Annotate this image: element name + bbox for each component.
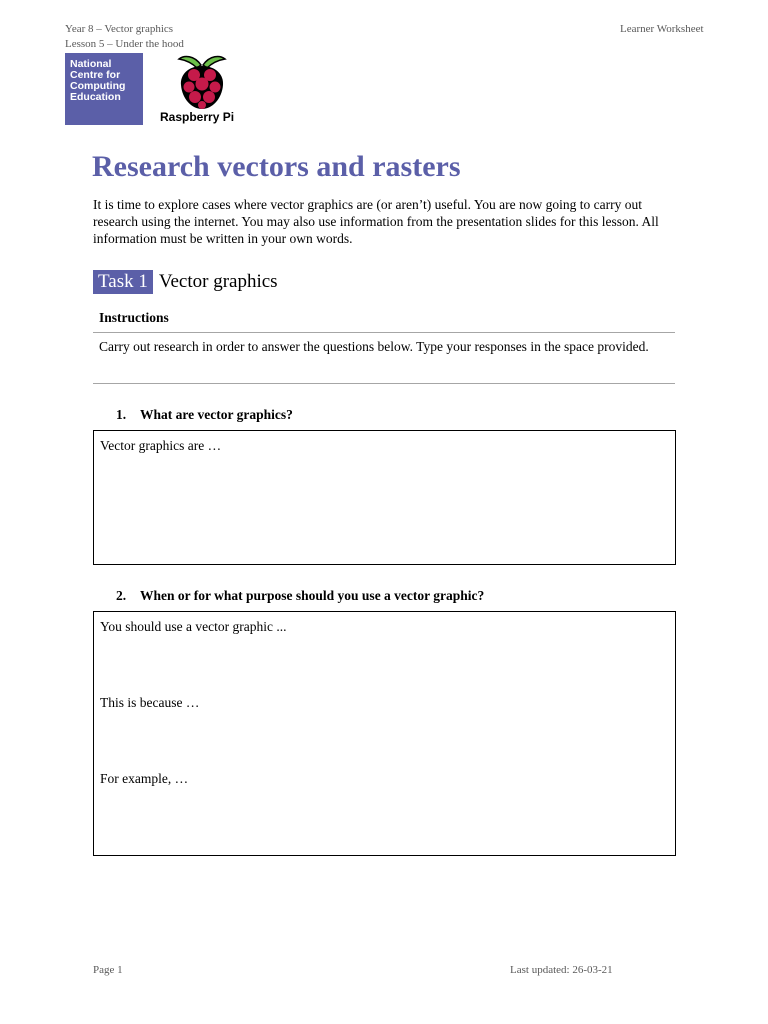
- answer-prompt: For example, …: [100, 771, 189, 786]
- question-text: What are vector graphics?: [140, 407, 293, 422]
- instructions-label: Instructions: [99, 310, 169, 325]
- task-title: Vector graphics: [158, 271, 278, 292]
- intro-paragraph: It is time to explore cases where vector graphics are (or aren’t) useful. You are now going to carry out research using the internet. You may also use information from the presentation slides for this lesson. All information must be written in your own words.: [93, 197, 659, 246]
- header-doc-type: Learner Worksheet: [620, 23, 704, 35]
- answer-prompt: This is because …: [100, 695, 200, 710]
- task-heading: [93, 270, 278, 294]
- page-title: Research vectors and rasters: [92, 150, 461, 183]
- answer-prompt: You should use a vector graphic ...: [100, 619, 287, 634]
- divider: [93, 332, 675, 333]
- ncce-logo-line: Computing: [70, 80, 126, 92]
- instructions-text: Carry out research in order to answer the questions below. Type your responses in the space provided.: [99, 339, 649, 354]
- raspberry-pi-logo-text: Raspberry Pi: [160, 110, 235, 124]
- answer-prompt: Vector graphics are …: [100, 438, 222, 453]
- divider: [93, 383, 675, 384]
- question-text: When or for what purpose should you use a vector graphic?: [140, 588, 485, 603]
- ncce-logo-line: Education: [70, 91, 121, 103]
- question-1: [116, 407, 293, 423]
- header-lesson: Lesson 5 – Under the hood: [65, 38, 184, 50]
- footer-page-number: Page 1: [93, 964, 123, 976]
- answer-box-1[interactable]: [93, 430, 676, 565]
- question-number: 1.: [116, 407, 127, 422]
- ncce-logo: [65, 53, 143, 125]
- ncce-logo-line: National: [70, 58, 112, 70]
- task-badge: Task 1: [93, 270, 153, 294]
- header-course: Year 8 – Vector graphics: [65, 23, 174, 35]
- ncce-logo-line: Centre for: [70, 69, 121, 81]
- question-2: [116, 588, 484, 604]
- answer-box-2[interactable]: [93, 611, 676, 856]
- raspberry-pi-icon: [170, 51, 234, 113]
- footer-last-updated: Last updated: 26-03-21: [510, 964, 613, 976]
- question-number: 2.: [116, 588, 127, 603]
